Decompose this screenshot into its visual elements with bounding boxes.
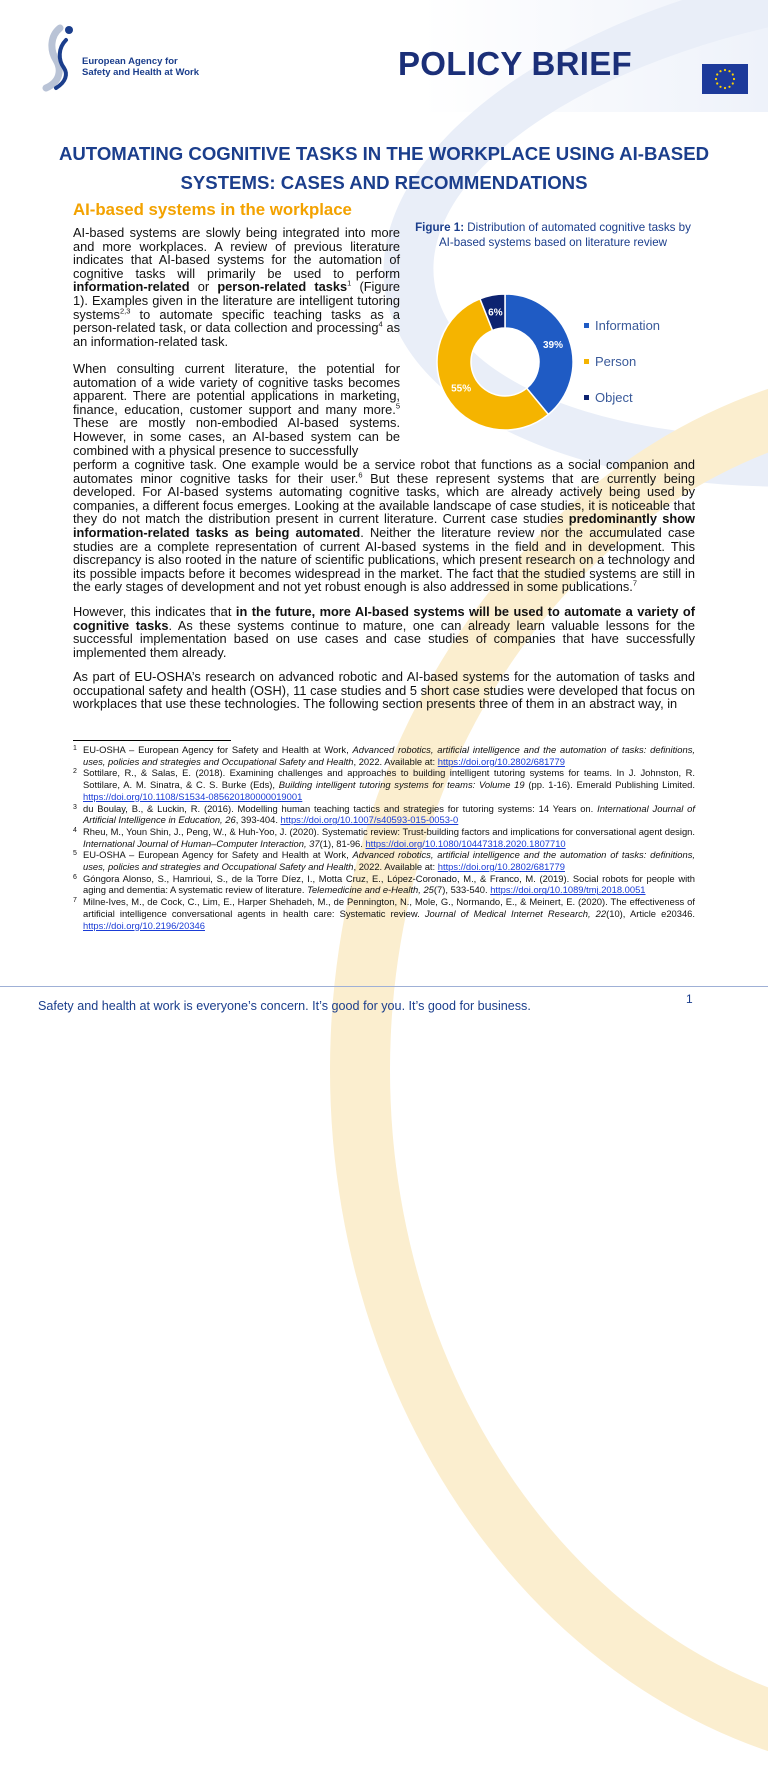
- para3-bold: in the future, more AI-based systems will be used to automate a variety of cognitive tasks: [73, 604, 695, 633]
- footnote-authors: du Boulay, B., & Luckin, R. (2016). Modelling human teaching tactics and strategies for tutoring systems: 14 Years on.: [83, 802, 598, 814]
- para1-text: to automate specific teaching tasks as a person-related task, or data collection and processing: [73, 306, 400, 336]
- footnote-authors: Sottilare, R., & Salas, E. (2018). Examining challenges and approaches to building intelligent tutoring systems for teams. In J. Johnston, R. Sottilare, A. M. Sinatra, & C. S. Burke (Eds),: [83, 767, 695, 791]
- footnote-doi-link[interactable]: https://doi.org/10.2802/681779: [437, 755, 565, 767]
- footnote-text: [83, 873, 695, 896]
- figure-caption: [408, 220, 698, 250]
- logo-text: European Agency for Safety and Health at Work: [82, 56, 200, 78]
- para4-text: As part of EU-OSHA’s research on advanced robotic and AI-based systems for the automation of tasks and occupational safety and health (OSH), 11 case studies and 5 short case studies were developed that focus on workplaces that use these technologies. The following section presents three of them in an abstract way, in: [73, 669, 695, 712]
- para1-bold: person-related tasks: [217, 279, 348, 295]
- legend-item-person: [584, 354, 660, 390]
- eu-star-icon: [732, 73, 734, 75]
- paragraph-2-full: [73, 458, 695, 594]
- footnote-source: Advanced robotics, artificial intelligence and the automation of tasks: definitions, uses, policies and strategies and Occupational Safety and Health: [83, 744, 695, 767]
- para2-text: These are mostly non-embodied AI-based systems. However, in some cases, an AI-based system can be combined with a physical presence to successfully: [73, 415, 400, 458]
- footnote-ref[interactable]: 4: [378, 319, 383, 329]
- footnote-details: (10), Article e20346.: [606, 907, 696, 919]
- footnote-ref[interactable]: 6: [358, 470, 363, 480]
- para2-bold: predominantly show information-related tasks as being automated: [73, 511, 695, 540]
- legend-swatch-information: [584, 323, 589, 328]
- footnote-number: 6: [73, 873, 77, 881]
- paragraph-2-column: [73, 362, 400, 457]
- eu-star-icon: [716, 82, 718, 84]
- eu-star-icon: [719, 86, 721, 88]
- footnote-ref[interactable]: 7: [632, 579, 638, 589]
- footnote-details: (1), 81-96.: [319, 837, 366, 849]
- footnote-authors: Rheu, M., Youn Shin, J., Peng, W., & Huh-Yoo, J. (2020). Systematic review: Trust-building factors and implications for conversational agent design.: [83, 825, 695, 837]
- paragraph-3: [73, 605, 695, 659]
- para3-text: However, this indicates that: [73, 604, 236, 619]
- footnote-details: , 2022. Available at:: [353, 755, 438, 767]
- eu-star-icon: [732, 82, 734, 84]
- para2-text: When consulting current literature, the potential for automation of a wide variety of cognitive tasks becomes apparent. There are potential applications in marketing, finance, education, customer support and many more.: [73, 361, 400, 417]
- footnote-text: [83, 896, 695, 931]
- eu-star-icon: [728, 86, 730, 88]
- legend-item-object: [584, 390, 660, 426]
- footnote-source: International Journal of Human–Computer Interaction, 37: [83, 837, 320, 849]
- para1-bold: information-related: [73, 279, 190, 295]
- footnote-details: , 2022. Available at:: [353, 861, 438, 873]
- legend-item-information: [584, 318, 660, 354]
- donut-chart: [435, 292, 575, 432]
- donut-label-information: 39%: [542, 340, 564, 352]
- footnote-details: , 393-404.: [235, 814, 281, 826]
- footnote-ref[interactable]: 2,3: [119, 306, 131, 316]
- para1-text: as an information-related task.: [73, 320, 400, 349]
- footnote-authors: EU-OSHA – European Agency for Safety and Health at Work,: [83, 744, 353, 755]
- footnote-authors: Milne-Ives, M., de Cock, C., Lim, E., Harper Shehadeh, M., de Pennington, N., Mole, G., Normando, E., & Meinert, E. (2020). The effectiveness of artificial intelligence conversational agents in health care: Systematic review.: [83, 896, 695, 919]
- footnote-6: [73, 873, 695, 896]
- doc-type-heading: POLICY BRIEF: [398, 45, 633, 82]
- section-heading: AI-based systems in the workplace: [73, 200, 352, 219]
- para2-text: perform a cognitive task. One example would be a service robot that functions as a social companion and automates minor cognitive tasks for their user.: [73, 457, 695, 486]
- footnote-4: [73, 826, 695, 849]
- footnote-number: 7: [73, 897, 77, 905]
- para1-text: (Figure 1). Examples given in the literature are intelligent tutoring systems: [73, 279, 400, 322]
- footnote-text: [83, 826, 695, 849]
- footnote-2: [73, 767, 695, 802]
- footnote-authors: Góngora Alonso, S., Hamrioui, S., de la Torre Díez, I., Motta Cruz, E., López-Coronado, M., & Franco, M. (2019). Social robots for people with aging and dementia: A systematic review of literature.: [83, 872, 695, 896]
- footnote-ref[interactable]: 5: [395, 401, 400, 411]
- para3-text: . As these systems continue to mature, one can already learn valuable lessons for the successful implementation based on use cases and case studies of companies that have successfully implemented them already.: [73, 617, 695, 660]
- eu-star-icon: [716, 73, 718, 75]
- footnote-source: Journal of Medical Internet Research, 22: [424, 907, 607, 919]
- chart-legend: [584, 318, 660, 426]
- footnote-doi-link[interactable]: https://doi.org/10.2196/20346: [83, 919, 205, 931]
- footnote-doi-link[interactable]: https://doi.org/10.1089/tmj.2018.0051: [490, 884, 646, 896]
- legend-label-object: Object: [595, 390, 633, 405]
- eu-star-icon: [728, 70, 730, 72]
- paragraph-1: [73, 226, 400, 348]
- footnote-5: [73, 849, 695, 872]
- footnote-text: [83, 849, 695, 872]
- para2-text: . Neither the literature review nor the accumulated case studies are a complete representation of current AI-based systems in the field and in development. This discrepancy is also rooted in the nature of scientific publications, which present research on a technology and its possible impacts before it becomes widespread in the market. The fact that the studied systems are still in the early stages of development and not yet robust enough is also addressed in some publications.: [73, 524, 695, 595]
- eu-flag-icon: [702, 64, 748, 94]
- footnote-number: 1: [73, 745, 77, 752]
- footnote-doi-link[interactable]: https://doi.org/10.1080/10447318.2020.1807710: [365, 837, 566, 849]
- footnote-text: [83, 744, 695, 767]
- footnote-doi-link[interactable]: https://doi.org/10.2802/681779: [437, 861, 565, 873]
- footnote-3: [73, 803, 695, 826]
- footnote-doi-link[interactable]: https://doi.org/10.1007/s40593-015-0053-0: [280, 814, 459, 826]
- page-number: 1: [686, 992, 693, 1006]
- donut-label-person: 55%: [451, 383, 472, 395]
- eu-osha-logo-icon: [36, 22, 80, 92]
- page-title: AUTOMATING COGNITIVE TASKS IN THE WORKPLACE USING AI-BASED SYSTEMS: CASES AND RECOMMENDATIONS: [58, 143, 710, 193]
- paragraph-4: [73, 670, 695, 711]
- eu-star-icon: [724, 87, 726, 89]
- legend-swatch-person: [584, 359, 589, 364]
- eu-star-icon: [724, 69, 726, 71]
- footer-divider: [0, 986, 768, 987]
- footnote-number: 3: [73, 803, 77, 811]
- footnote-text: [83, 803, 695, 826]
- footnote-doi-link[interactable]: https://doi.org/10.1108/S1534-085620180000019001: [83, 790, 303, 802]
- para1-text: AI-based systems are slowly being integrated into more and more workplaces. A review of previous literature indicates that AI-based systems for the automation of cognitive tasks will primarily be used to perform: [73, 225, 400, 281]
- footnote-ref[interactable]: 1: [347, 279, 352, 289]
- footnotes: [73, 744, 695, 931]
- para2-text: But these represent systems that are currently being developed. For AI-based systems automating cognitive tasks, which are already actively being used by companies, a different focus emerges. Looking at the available landscape of case studies, it is noticeable that they do not match the distribution present in current literature. Current case studies: [73, 470, 696, 527]
- footnote-source: Advanced robotics, artificial intelligence and the automation of tasks: definitions, uses, policies and strategies and Occupational Safety and Health: [83, 849, 695, 873]
- footnote-source: Telemedicine and e-Health, 25: [307, 884, 434, 896]
- donut-label-object: 6%: [488, 307, 503, 319]
- footnote-details: (pp. 1-16). Emerald Publishing Limited.: [524, 779, 695, 791]
- footnote-divider: [73, 740, 231, 741]
- figure-caption-text: Distribution of automated cognitive tasks by AI-based systems based on literature review: [438, 221, 691, 249]
- eu-star-icon: [733, 78, 735, 80]
- legend-label-information: Information: [595, 318, 661, 333]
- figure-caption-label: Figure 1:: [415, 221, 465, 234]
- eu-star-icon: [719, 70, 721, 72]
- footnote-1: [73, 744, 695, 767]
- footnote-source: International Journal of Artificial Intelligence in Education, 26: [83, 802, 695, 826]
- footnote-number: 4: [73, 826, 77, 834]
- footnote-7: [73, 896, 695, 931]
- footnote-number: 5: [73, 850, 77, 858]
- footnote-source: Building intelligent tutoring systems for teams: Volume 19: [278, 779, 525, 791]
- footnote-authors: EU-OSHA – European Agency for Safety and Health at Work,: [83, 849, 353, 861]
- legend-label-person: Person: [595, 354, 637, 369]
- footnote-details: (7), 533-540.: [433, 884, 491, 896]
- footnote-text: [83, 767, 695, 802]
- footer-slogan: Safety and health at work is everyone’s concern. It’s good for you. It’s good for business.: [38, 999, 531, 1013]
- eu-star-icon: [715, 78, 717, 80]
- footnote-number: 2: [73, 768, 77, 776]
- legend-swatch-object: [584, 395, 589, 400]
- para1-text: or: [189, 279, 218, 295]
